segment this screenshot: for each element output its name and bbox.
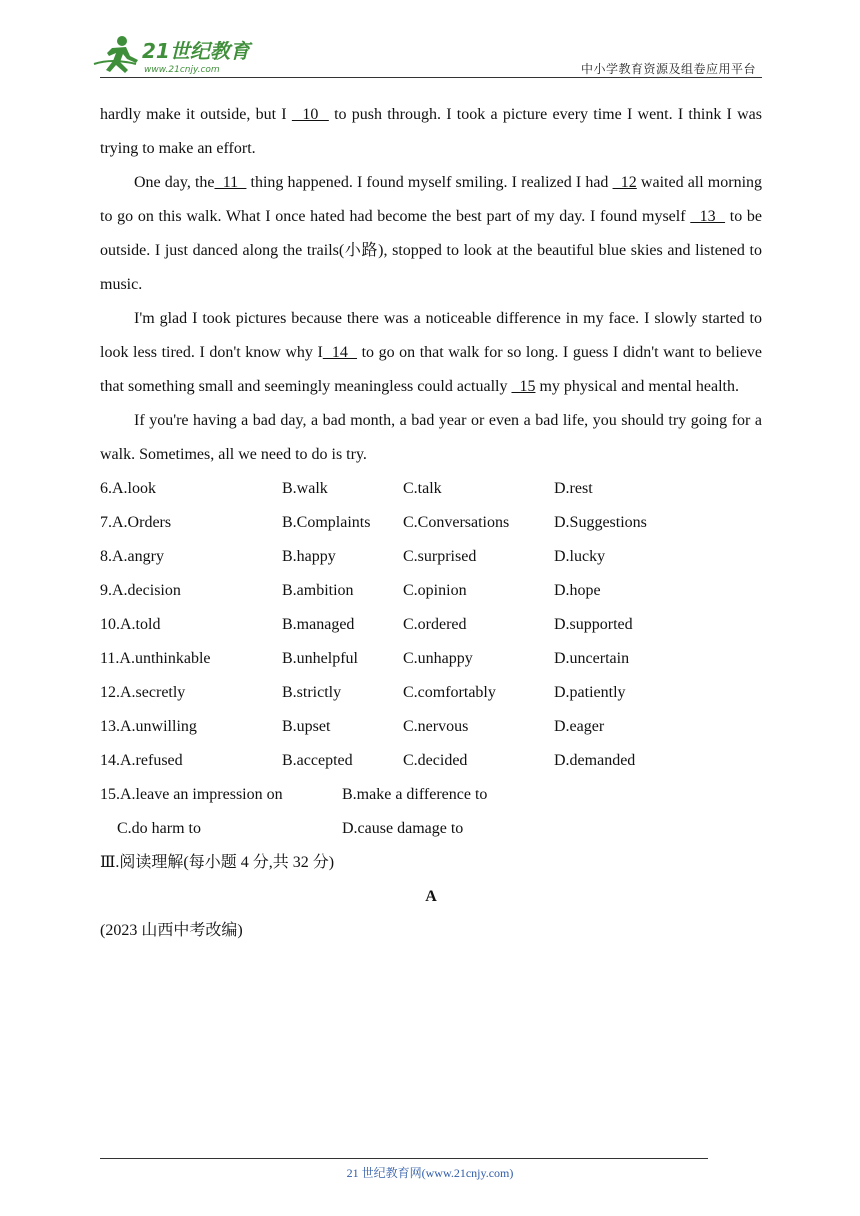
option-d: D.Suggestions bbox=[554, 514, 647, 531]
options-list bbox=[100, 472, 762, 846]
logo-wordmark: 21世纪教育 bbox=[142, 39, 250, 63]
runner-logo-icon bbox=[92, 34, 262, 78]
option-a: 8.A.angry bbox=[100, 548, 164, 565]
blank-14: 14 bbox=[322, 344, 358, 361]
blank-10: 10 bbox=[291, 106, 329, 123]
blank-13: 13 bbox=[690, 208, 726, 225]
option-c: C.decided bbox=[403, 752, 468, 769]
options-row-9 bbox=[100, 574, 762, 608]
document-body bbox=[100, 98, 762, 948]
option-c: C.unhappy bbox=[403, 650, 473, 667]
blank-12: 12 bbox=[612, 174, 637, 191]
option-d: D.uncertain bbox=[554, 650, 630, 667]
option-a: 11.A.unthinkable bbox=[100, 650, 211, 667]
option-d: D.supported bbox=[554, 616, 633, 633]
option-d: D.demanded bbox=[554, 752, 636, 769]
option-d: D.rest bbox=[554, 480, 593, 497]
passage-paragraph-4: If you're having a bad day, a bad month, a bad year or even a bad life, you should try going for a walk. Sometimes, all we need to do is try. bbox=[100, 412, 762, 463]
option-b: B.Complaints bbox=[282, 514, 371, 531]
options-row-7 bbox=[100, 506, 762, 540]
options-row-13 bbox=[100, 710, 762, 744]
source-note: (2023 山西中考改编) bbox=[100, 922, 243, 939]
options-row-12 bbox=[100, 676, 762, 710]
option-b: B.ambition bbox=[282, 582, 354, 599]
option-a: 12.A.secretly bbox=[100, 684, 186, 701]
passage-paragraph-3: I'm glad I took pictures because there was a noticeable difference in my face. I slowly started to look less tired. I don't know why I 14 to go on that walk for so long. I guess I didn't want to believe that something small and seemingly meaningless could actually 15 my physical and mental health. bbox=[100, 310, 763, 395]
option-d: D.hope bbox=[554, 582, 601, 599]
option-b: B.strictly bbox=[282, 684, 342, 701]
footer-link[interactable]: 21 世纪教育网(www.21cnjy.com) bbox=[346, 1166, 514, 1180]
option-b: B.happy bbox=[282, 548, 336, 565]
part-label: A bbox=[425, 888, 437, 905]
option-d: D.lucky bbox=[554, 548, 606, 565]
option-b: B.walk bbox=[282, 480, 328, 497]
page-header bbox=[0, 0, 860, 80]
option-b: B.accepted bbox=[282, 752, 353, 769]
options-row-8 bbox=[100, 540, 762, 574]
option-a: 13.A.unwilling bbox=[100, 718, 197, 735]
blank-11: 11 bbox=[214, 174, 247, 191]
option-c: C.do harm to bbox=[117, 820, 201, 837]
section-heading: Ⅲ.阅读理解(每小题 4 分,共 32 分) bbox=[100, 854, 335, 871]
blank-15: 15 bbox=[511, 378, 536, 395]
option-a: 7.A.Orders bbox=[100, 514, 172, 531]
header-divider bbox=[262, 77, 762, 78]
option-c: C.ordered bbox=[403, 616, 467, 633]
option-c: C.Conversations bbox=[403, 514, 510, 531]
option-a: 15.A.leave an impression on bbox=[100, 786, 283, 803]
option-b: B.unhelpful bbox=[282, 650, 358, 667]
option-d: D.cause damage to bbox=[342, 820, 464, 837]
option-c: C.talk bbox=[403, 480, 442, 497]
option-a: 14.A.refused bbox=[100, 752, 183, 769]
option-c: C.surprised bbox=[403, 548, 477, 565]
options-row-14 bbox=[100, 744, 762, 778]
option-d: D.patiently bbox=[554, 684, 626, 701]
option-d: D.eager bbox=[554, 718, 605, 735]
option-a: 6.A.look bbox=[100, 480, 156, 497]
platform-tagline: 中小学教育资源及组卷应用平台 bbox=[580, 62, 756, 76]
footer-divider bbox=[100, 1158, 708, 1159]
options-row-15-cont bbox=[100, 812, 762, 846]
option-b: B.managed bbox=[282, 616, 355, 633]
options-row-10 bbox=[100, 608, 762, 642]
option-b: B.upset bbox=[282, 718, 331, 735]
option-b: B.make a difference to bbox=[342, 786, 488, 803]
options-row-15 bbox=[100, 778, 762, 812]
option-c: C.nervous bbox=[403, 718, 469, 735]
header-divider-left bbox=[100, 77, 262, 78]
option-c: C.comfortably bbox=[403, 684, 496, 701]
brand-logo[interactable] bbox=[92, 34, 262, 78]
passage-paragraph-2: One day, the 11 thing happened. I found myself smiling. I realized I had 12 waited all morning to go on this walk. What I once hated had become the best part of my day. I found myself 13 to be outside. I just danced along the trails(小路), stopped to look at the beautiful blue skies and listened to music. bbox=[100, 174, 763, 293]
logo-url: www.21cnjy.com bbox=[144, 65, 220, 75]
option-a: 9.A.decision bbox=[100, 582, 181, 599]
options-row-11 bbox=[100, 642, 762, 676]
options-row-6 bbox=[100, 472, 762, 506]
option-c: C.opinion bbox=[403, 582, 467, 599]
option-a: 10.A.told bbox=[100, 616, 161, 633]
passage-paragraph-1: hardly make it outside, but I 10 to push through. I took a picture every time I went. I think I was trying to make an effort. bbox=[100, 106, 763, 157]
